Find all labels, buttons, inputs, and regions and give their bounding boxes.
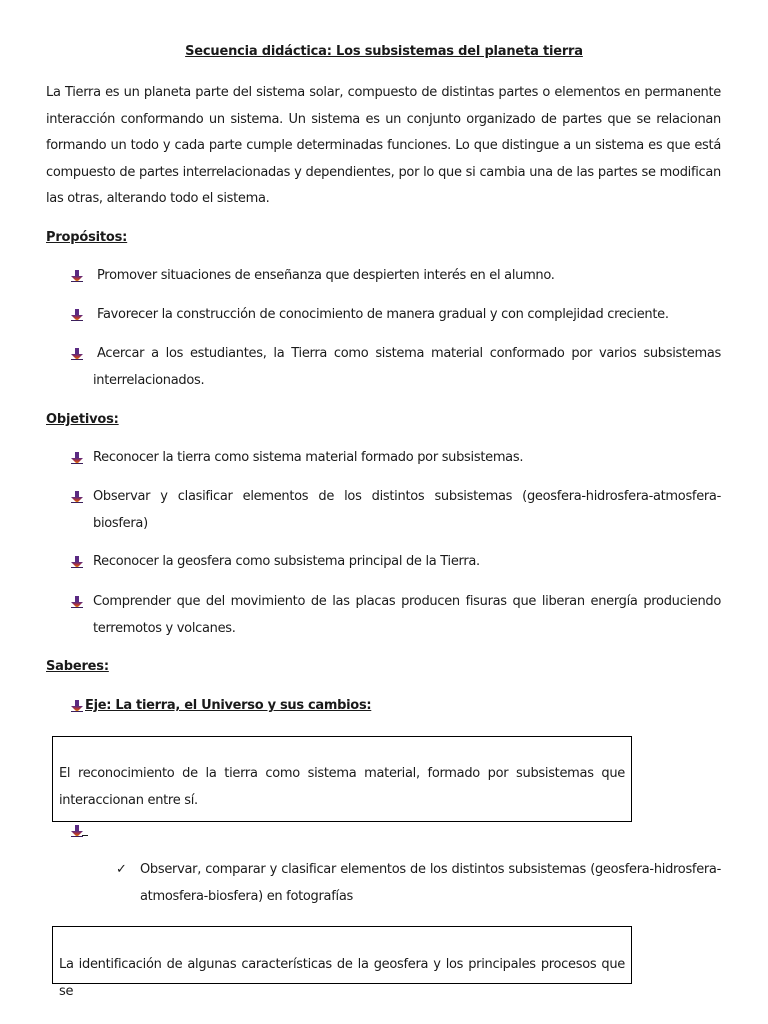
arrow-down-bullet-icon (71, 348, 83, 360)
arrow-down-bullet-icon (71, 270, 83, 282)
check-mark-icon: ✓ (116, 862, 127, 877)
document-title: Secuencia didáctica: Los subsistemas del planeta tierra (185, 44, 583, 59)
list-item: Reconocer la tierra como sistema material formado por subsistemas. (71, 445, 721, 472)
objetivos-heading: Objetivos: (46, 412, 119, 427)
list-item: Observar y clasificar elementos de los distintos subsistemas (geosfera-hidrosfera-atmosfera-biosfera) (71, 484, 721, 537)
arrow-down-bullet-icon (71, 700, 83, 712)
list-item: Promover situaciones de enseñanza que despierten interés en el alumno. (71, 263, 721, 290)
content-box: La identificación de algunas características de la geosfera y los principales procesos que se (52, 926, 632, 984)
list-item: Comprender que del movimiento de las placas producen fisuras que liberan energía produciendo terremotos y volcanes. (71, 589, 721, 642)
list-item: Favorecer la construcción de conocimiento de manera gradual y con complejidad creciente. (71, 302, 721, 329)
list-item: Reconocer la geosfera como subsistema principal de la Tierra. (71, 549, 721, 576)
empty-bullet (71, 825, 91, 839)
underscore-mark (82, 835, 88, 836)
intro-paragraph: La Tierra es un planeta parte del sistema solar, compuesto de distintas partes o elementos en permanente interacción conformando un sistema. Un sistema es un conjunto organizado de partes que se relacionan formando un todo y cada parte cumple determinadas funciones. Lo que distingue a un sistema es que está compuesto de partes interrelacionadas y dependientes, por lo que si cambia una de las partes se modifican las otras, alterando todo el sistema. (46, 85, 721, 207)
saberes-heading: Saberes: (46, 659, 109, 674)
arrow-down-bullet-icon (71, 452, 83, 464)
arrow-down-bullet-icon (71, 556, 83, 568)
content-box: El reconocimiento de la tierra como sistema material, formado por subsistemas que interaccionan entre sí. (52, 736, 632, 822)
propositos-heading: Propósitos: (46, 230, 128, 245)
arrow-down-bullet-icon (71, 309, 83, 321)
list-item: Acercar a los estudiantes, la Tierra como sistema material conformado por varios subsistemas interrelacionados. (71, 341, 721, 394)
eje-item: Eje: La tierra, el Universo y sus cambios: (71, 693, 721, 720)
arrow-down-bullet-icon (71, 491, 83, 503)
arrow-down-bullet-icon (71, 596, 83, 608)
check-item: ✓ Observar, comparar y clasificar elementos de los distintos subsistemas (geosfera-hidrosfera-atmosfera-biosfera) en fotografías (116, 857, 721, 910)
